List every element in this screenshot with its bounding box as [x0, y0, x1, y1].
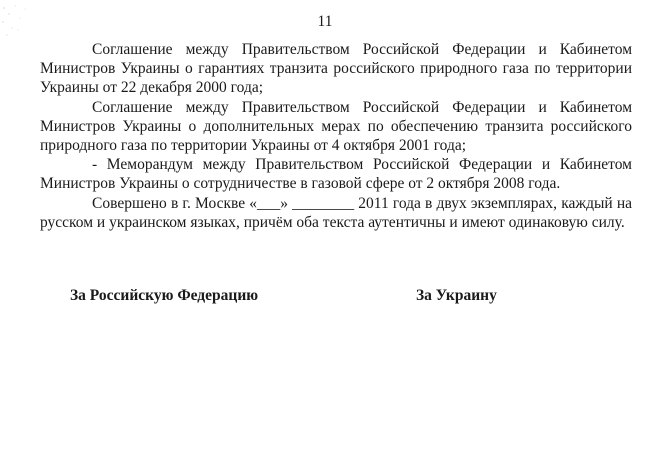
document-body	[40, 40, 632, 232]
signature-ukraine: За Украину	[416, 287, 497, 304]
page-number: 11	[317, 13, 333, 30]
paragraph-agreement-2001: Соглашение между Правительством Российской Федерации и Кабинетом Министров Украины о дополнительных мерах по обеспечению транзита российского природного газа по территории Украины от 4 октября 2001 года;	[40, 98, 632, 155]
paragraph-done-in-moscow: Совершено в г. Москве «___» ________ 2011 года в двух экземплярах, каждый на русском и украинском языках, причём оба текста аутентичны и имеют одинаковую силу.	[40, 194, 632, 231]
signature-russia: За Российскую Федерацию	[70, 287, 259, 304]
paragraph-memorandum-2008: - Меморандум между Правительством Российской Федерации и Кабинетом Министров Украины о сотрудничестве в газовой сфере от 2 октября 2008 года.	[40, 156, 632, 193]
paragraph-agreement-2000: Соглашение между Правительством Российской Федерации и Кабинетом Министров Украины о гарантиях транзита российского природного газа по территории Украины от 22 декабря 2000 года;	[40, 41, 632, 97]
